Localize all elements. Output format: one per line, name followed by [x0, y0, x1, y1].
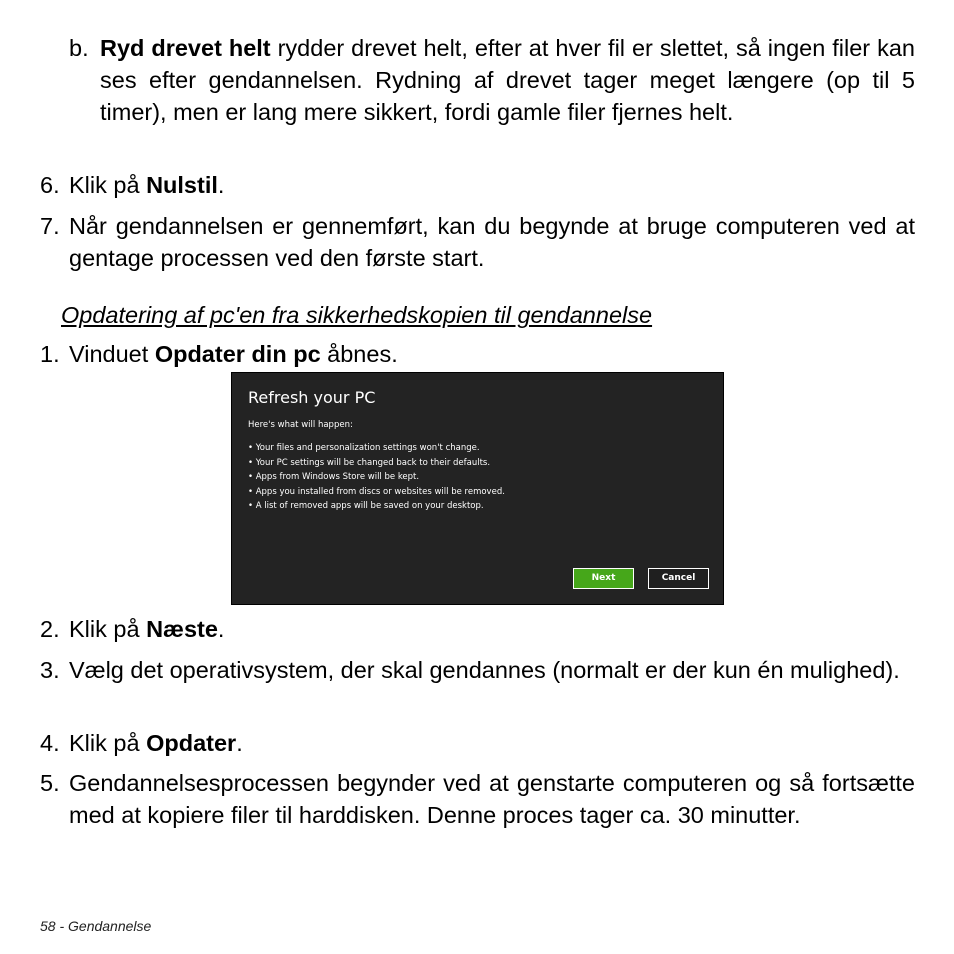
step-1-pre: Vinduet: [69, 341, 155, 367]
dialog-bullet: • Your PC settings will be changed back to their defaults.: [248, 456, 505, 471]
step-2-pre: Klik på: [69, 616, 147, 642]
refresh-pc-screenshot: [231, 372, 724, 605]
step-1-text: [69, 338, 915, 370]
next-button[interactable]: Next: [573, 568, 634, 589]
step-5-marker: 5.: [40, 770, 60, 796]
step-2-post: .: [217, 616, 225, 642]
step-1-post: åbnes.: [320, 341, 398, 367]
page-footer: 58 - Gendannelse: [40, 918, 152, 934]
dialog-bullet: • A list of removed apps will be saved on your desktop.: [248, 499, 505, 514]
dialog-bullet: • Apps from Windows Store will be kept.: [248, 470, 505, 485]
step-2-text: [69, 613, 915, 645]
step-6-text: [69, 169, 915, 201]
dialog-title: Refresh your PC: [248, 388, 376, 407]
step-3-marker: 3.: [40, 657, 60, 683]
step-4-pre: Klik på: [69, 730, 147, 756]
step-5-text: Gendannelsesprocessen begynder ved at genstarte computeren og så fortsætte med at kopiere filer til harddisken. Denne proces tager ca. 30 minutter.: [69, 770, 915, 828]
item-b-bold: Ryd drevet helt: [100, 35, 271, 61]
step-4-text: [69, 727, 915, 759]
step-6-post: .: [217, 172, 225, 198]
cancel-button[interactable]: Cancel: [648, 568, 709, 589]
step-6-bold: Nulstil: [146, 172, 218, 198]
step-4-bold: Opdater: [146, 730, 237, 756]
step-6-pre: Klik på: [69, 172, 147, 198]
step-7-marker: 7.: [40, 213, 60, 239]
step-2-marker: 2.: [40, 616, 60, 642]
item-b-text: [100, 32, 915, 128]
dialog-subtitle: Here's what will happen:: [248, 420, 353, 430]
step-6-marker: 6.: [40, 172, 60, 198]
step-7-text: Når gendannelsen er gennemført, kan du begynde at bruge computeren ved at gentage processen ved den første start.: [69, 213, 915, 271]
step-4-marker: 4.: [40, 730, 60, 756]
item-b-body: rydder drevet helt, efter at hver fil er slettet, så ingen filer kan ses efter gendannelsen. Rydning af drevet tager meget længere (op til 5 timer), men er lang mere sikkert, fordi gamle filer fjernes helt.: [100, 35, 915, 125]
step-1-bold: Opdater din pc: [154, 341, 321, 367]
step-3-text: Vælg det operativsystem, der skal gendannes (normalt er der kun én mulighed).: [69, 657, 900, 683]
step-1-marker: 1.: [40, 341, 60, 367]
step-4-post: .: [236, 730, 243, 756]
dialog-bullet: • Apps you installed from discs or websites will be removed.: [248, 485, 505, 500]
step-2-bold: Næste: [146, 616, 218, 642]
list-marker-b: b.: [69, 35, 89, 61]
section-heading: Opdatering af pc'en fra sikkerhedskopien til gendannelse: [61, 302, 653, 328]
dialog-bullet-list: [248, 441, 505, 514]
dialog-bullet: • Your files and personalization settings won't change.: [248, 441, 505, 456]
